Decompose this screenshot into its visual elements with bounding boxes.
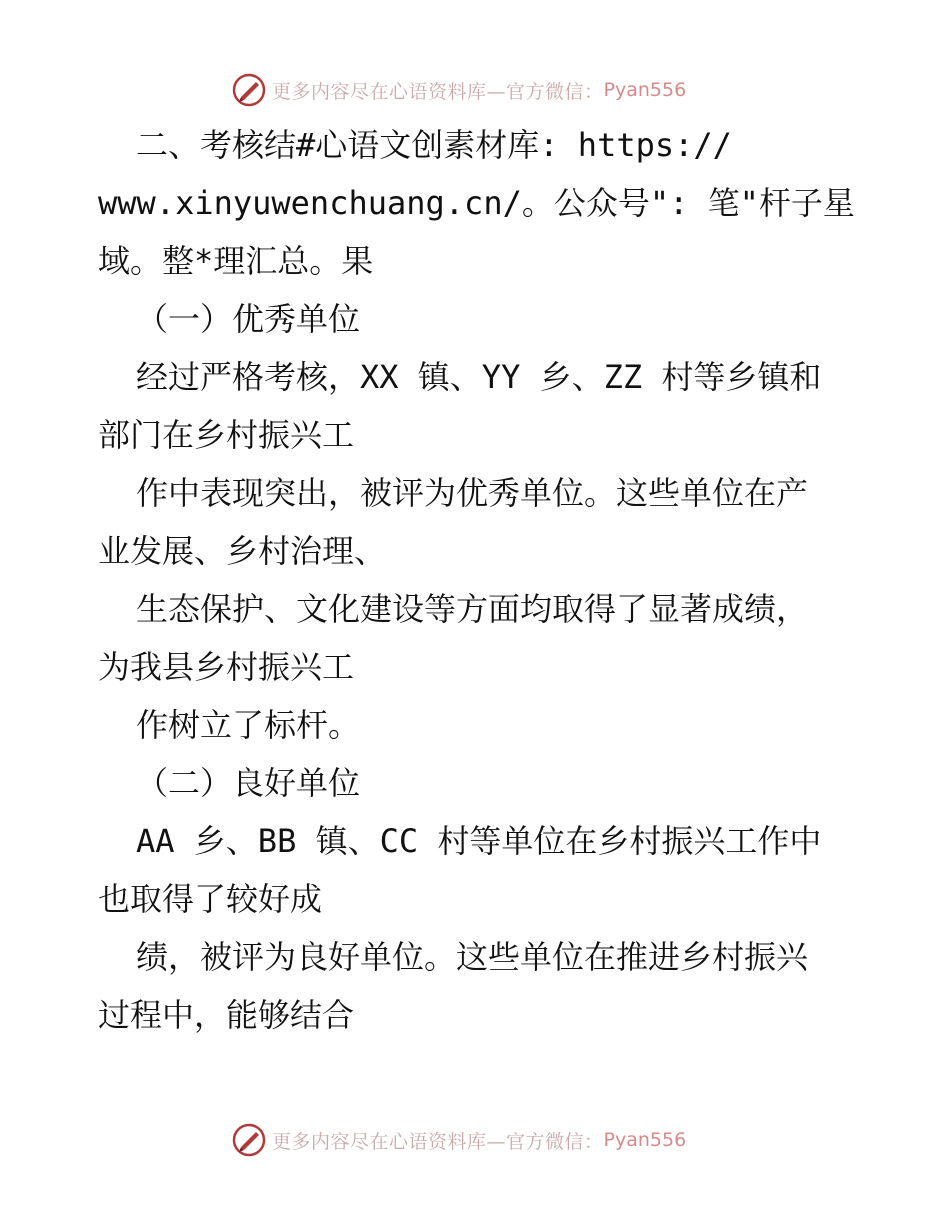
watermark-brand-text: 更多内容尽在心语资料库—官方微信： xyxy=(272,1130,604,1153)
document-line: 绩，被评为良好单位。这些单位在推进乡村振兴 xyxy=(136,938,809,976)
document-line: 域。整*理汇总。果 xyxy=(98,242,374,280)
watermark-wechat-id: Pyan556 xyxy=(603,1129,687,1151)
document-line: 作中表现突出，被评为优秀单位。这些单位在产 xyxy=(136,474,809,512)
document-line: 过程中，能够结合 xyxy=(98,996,355,1034)
section-heading: （一）优秀单位 xyxy=(136,300,361,338)
footer-watermark xyxy=(232,1122,686,1158)
document-line: 为我县乡村振兴工 xyxy=(98,648,355,686)
document-line: 业发展、乡村治理、 xyxy=(98,532,387,570)
document-body xyxy=(98,116,858,1044)
watermark-wechat-id: Pyan556 xyxy=(603,79,687,101)
document-line: 生态保护、文化建设等方面均取得了显著成绩， xyxy=(136,590,809,628)
document-line: 部门在乡村振兴工 xyxy=(98,416,355,454)
red-quill-logo-icon xyxy=(232,1123,266,1157)
document-line: 经过严格考核，XX 镇、YY 乡、ZZ 村等乡镇和 xyxy=(136,358,822,396)
watermark-brand-text: 更多内容尽在心语资料库—官方微信： xyxy=(272,80,604,103)
document-line: www.xinyuwenchuang.cn/。公众号": 笔"杆子星 xyxy=(98,184,855,222)
document-line: 作树立了标杆。 xyxy=(136,706,361,744)
document-line: 二、考核结#心语文创素材库: https:// xyxy=(136,126,732,164)
document-line: 也取得了较好成 xyxy=(98,880,323,918)
header-watermark xyxy=(232,72,686,108)
red-quill-logo-icon xyxy=(232,73,266,107)
document-line: AA 乡、BB 镇、CC 村等单位在乡村振兴工作中 xyxy=(136,822,822,860)
section-heading: （二）良好单位 xyxy=(136,764,361,802)
